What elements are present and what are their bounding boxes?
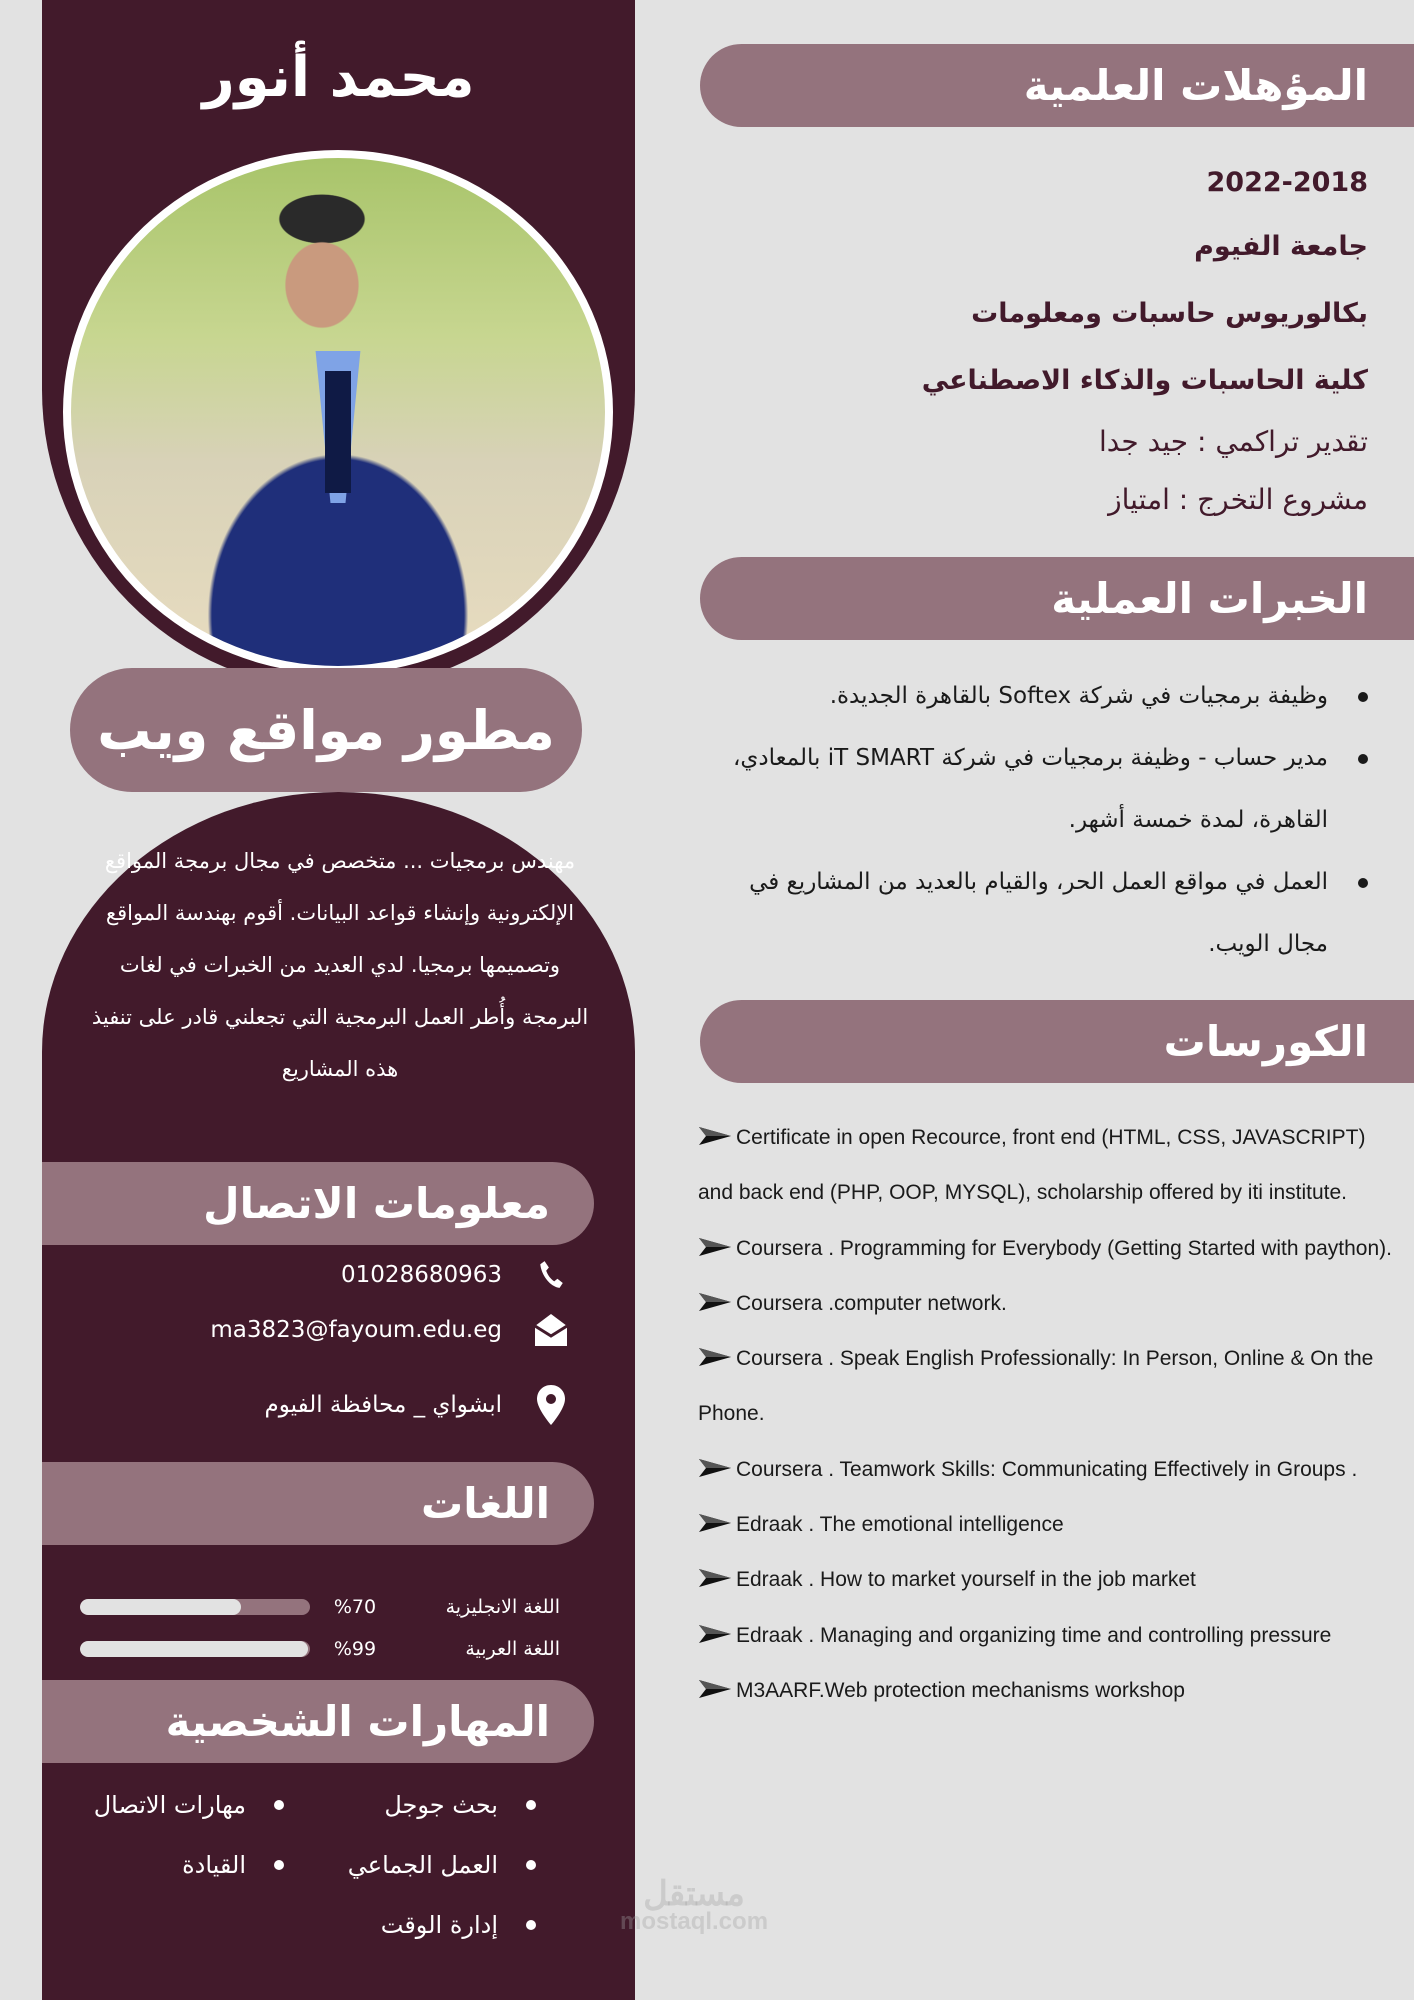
arrow-bullet-icon (698, 1513, 732, 1533)
arrow-bullet-icon (698, 1347, 732, 1367)
arrow-bullet-icon (698, 1679, 732, 1699)
course-item: M3AARF.Web protection mechanisms workshop (698, 1663, 1398, 1718)
watermark (620, 1875, 769, 1936)
person-name: محمد أنور (202, 45, 475, 110)
skills-list-2 (94, 1775, 284, 1895)
language-english (80, 1592, 560, 1622)
contact-address (80, 1380, 570, 1430)
language-progress-bar (80, 1641, 310, 1657)
bullet-icon (274, 1800, 284, 1810)
education-university: جامعة الفيوم (1194, 230, 1368, 262)
skills-heading: المهارات الشخصية (42, 1680, 594, 1763)
course-item: Coursera . Speak English Professionally: In Person, Online & On the Phone. (698, 1347, 1374, 1426)
bullet-icon (526, 1860, 536, 1870)
languages-heading: اللغات (42, 1462, 594, 1545)
education-degree: بكالوريوس حاسبات ومعلومات (971, 297, 1368, 329)
skill-item: مهارات الاتصال (94, 1775, 284, 1835)
watermark-arabic: مستقل (643, 1875, 745, 1913)
contact-phone[interactable] (80, 1250, 570, 1300)
about-text: مهندس برمجيات ... متخصص في مجال برمجة المواقع الإلكترونية وإنشاء قواعد البيانات. أقوم بهندسة المواقع وتصميمها برمجيا. لدي العديد من الخبرات في لغات البرمجة وأُطر العمل البرمجية التي تجعلني قادر على تنفيذ هذه المشاريع (91, 849, 589, 1081)
arrow-bullet-icon (698, 1568, 732, 1588)
skill-item: إدارة الوقت (348, 1895, 536, 1955)
progress-fill (80, 1599, 241, 1615)
skill-item: بحث جوجل (348, 1775, 536, 1835)
experience-item: العمل في مواقع العمل الحر، والقيام بالعديد من المشاريع في مجال الويب. (728, 851, 1368, 975)
progress-fill (80, 1641, 308, 1657)
envelope-icon (532, 1311, 570, 1349)
bullet-icon (526, 1920, 536, 1930)
experience-item: مدير حساب - وظيفة برمجيات في شركة iT SMART بالمعادي، القاهرة، لمدة خمسة أشهر. (728, 727, 1368, 851)
language-name: اللغة الانجليزية (445, 1596, 560, 1618)
course-item: Coursera . Teamwork Skills: Communicating Effectively in Groups . (698, 1442, 1398, 1497)
course-item: Edraak . Managing and organizing time and controlling pressure (698, 1608, 1398, 1663)
phone-value: 01028680963 (341, 1262, 502, 1288)
bullet-icon (526, 1800, 536, 1810)
photo-tie (325, 371, 352, 493)
language-name: اللغة العربية (465, 1638, 560, 1660)
experience-list (728, 665, 1368, 975)
language-percent: %70 (333, 1596, 377, 1618)
language-percent: %99 (333, 1638, 377, 1660)
skill-item: العمل الجماعي (348, 1835, 536, 1895)
skill-item: القيادة (94, 1835, 284, 1895)
skills-list-1 (348, 1775, 536, 1955)
contact-heading: معلومات الاتصال (42, 1162, 594, 1245)
arrow-bullet-icon (698, 1624, 732, 1644)
language-arabic (80, 1634, 560, 1664)
course-item: Certificate in open Recource, front end (HTML, CSS, JAVASCRIPT) and back end (PHP, OOP, MYSQL), scholarship offered by iti institute. (698, 1126, 1366, 1205)
language-progress-bar (80, 1599, 310, 1615)
education-years: 2022-2018 (1206, 166, 1368, 198)
contact-email[interactable] (80, 1305, 570, 1355)
arrow-bullet-icon (698, 1458, 732, 1478)
address-value: ابشواي _ محافظة الفيوم (264, 1392, 502, 1418)
education-grade: تقدير تراكمي : جيد جدا (1098, 424, 1368, 458)
watermark-latin: mostaql.com (620, 1908, 769, 1935)
profile-photo (63, 150, 613, 674)
courses-list (698, 1110, 1398, 1718)
course-item: Edraak . The emotional intelligence (698, 1497, 1398, 1552)
experience-item: وظيفة برمجيات في شركة Softex بالقاهرة الجديدة. (728, 665, 1368, 727)
email-value: ma3823@fayoum.edu.eg (210, 1317, 502, 1343)
education-heading: المؤهلات العلمية (700, 44, 1414, 127)
arrow-bullet-icon (698, 1126, 732, 1146)
education-project: مشروع التخرج : امتياز (1108, 482, 1368, 516)
job-title-badge: مطور مواقع ويب (70, 668, 582, 792)
course-item: Coursera . Programming for Everybody (Getting Started with paython). (698, 1221, 1398, 1276)
phone-icon (532, 1256, 570, 1294)
courses-heading: الكورسات (700, 1000, 1414, 1083)
course-item: Coursera .computer network. (698, 1276, 1398, 1331)
experience-heading: الخبرات العملية (700, 557, 1414, 640)
arrow-bullet-icon (698, 1292, 732, 1312)
bullet-icon (274, 1860, 284, 1870)
arrow-bullet-icon (698, 1237, 732, 1257)
education-faculty: كلية الحاسبات والذكاء الاصطناعي (921, 364, 1368, 396)
education-section (728, 150, 1368, 528)
course-item: Edraak . How to market yourself in the job market (698, 1552, 1398, 1607)
location-pin-icon (532, 1386, 570, 1424)
